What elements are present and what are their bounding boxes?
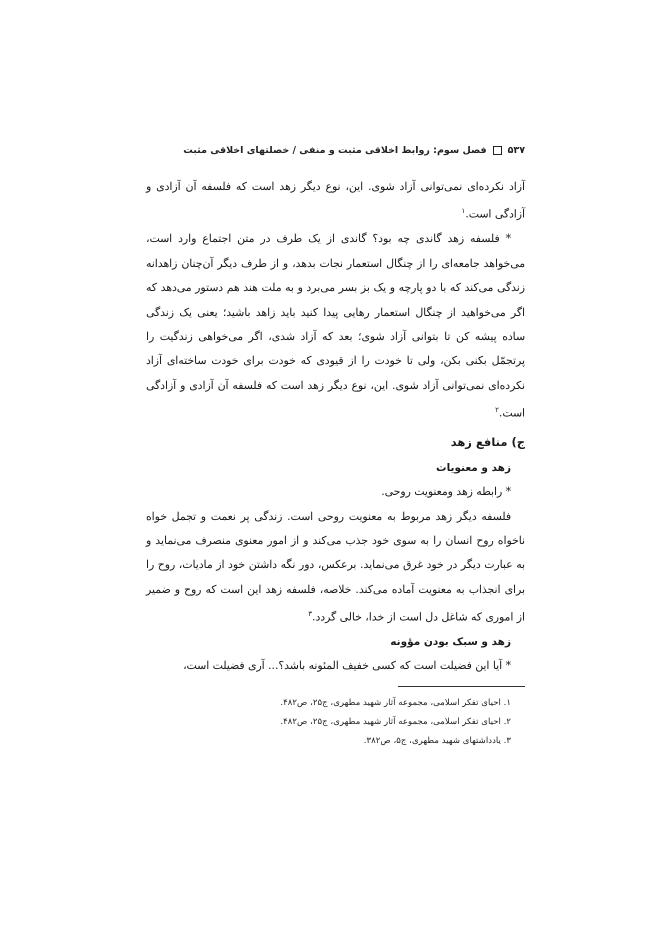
footnote-ref-3: ۳	[308, 610, 313, 619]
paragraph-4: فلسفه دیگر زهد مربوط به معنویت روحی است. زندگی پر نعمت و تجمل خواه ناخواه روح انسان را به سوی خود جذب می‌کند و از امور معنوی منصرف می‌نماید و به عبارت دیگر در خود غرق می‌نماید. برعکس، دور نگه داشتن خود از مادیات، روح را برای انجذاب به معنویت آماده می‌کند. خلاصه، فلسفه زهد این است که روح و ضمیر از اموری که شاغل دل است از خدا، خالی گردد.$^۳$	[146, 509, 525, 624]
paragraph-3: * رابطه زهد ومعنویت روحی.	[381, 485, 511, 499]
running-header	[146, 139, 525, 161]
paragraph-5: * آیا این فضیلت است که کسی خفیف المئونه باشد؟... آری فضیلت است،	[183, 659, 511, 673]
square-ornament-icon	[493, 146, 502, 155]
footnote-ref-1: ۱	[461, 207, 466, 216]
running-title: فصل سوم: روابط اخلاقی مثبت و منفی / خصلتهای اخلاقی مثبت	[183, 144, 487, 156]
footnote-1: ۱. احیای تفکر اسلامی، مجموعه آثار شهید مطهری، ج۲۵، ص۴۸۲.	[280, 698, 511, 708]
footnote-divider	[398, 686, 525, 687]
footnote-3: ۳. یادداشتهای شهید مطهری، ج۵، ص۳۸۲.	[363, 736, 511, 746]
page-body	[146, 175, 525, 679]
page-number: ۵۳۷	[507, 144, 525, 156]
paragraph-1: آزاد نکرده‌ای نمی‌توانی آزاد شوی. این، نوع دیگر زهد است که فلسفه آن آزادی و آزادگی است.$^۱$	[146, 180, 525, 221]
subheading-spirituality: زهد و معنویات	[436, 462, 511, 475]
footnote-2: ۲. احیای تفکر اسلامی، مجموعه آثار شهید مطهری، ج۲۵، ص۴۸۲.	[280, 717, 511, 727]
section-heading: ج) منافع زهد	[450, 435, 525, 450]
footnotes	[146, 694, 525, 751]
footnote-ref-2: ۲	[495, 406, 499, 415]
subheading-light-burden: زهد و سبک بودن مؤونه	[390, 636, 511, 649]
paragraph-2: * فلسفه زهد گاندی چه بود؟ گاندی از یک طرف در متن اجتماع وارد است، می‌خواهد جامعه‌ای را از چنگال استعمار نجات بدهد، و از طرف دیگر آن‌چنان زاهدانه زندگی می‌کند که با دو پارچه و یک بز بسر می‌برد و به ملت هند هم دستور می‌دهد که اگر می‌خواهید از چنگال استعمار رهایی پیدا کنید باید زاهد باشید؛ یعنی یک زندگی ساده پیشه کن تا بتوانی آزاد شوی؛ بعد که آزاد شدی، اگر می‌خواهی زندگیت را پرتجمّل بکنی بکن، ولی تا خودت را از قیودی که خودت برای خودت ساخته‌ای آزاد نکرده‌ای نمی‌توانی آزاد شوی. این، نوع دیگر زهد است که فلسفه آن آزادی و آزادگی است.$^۲$	[146, 232, 525, 420]
